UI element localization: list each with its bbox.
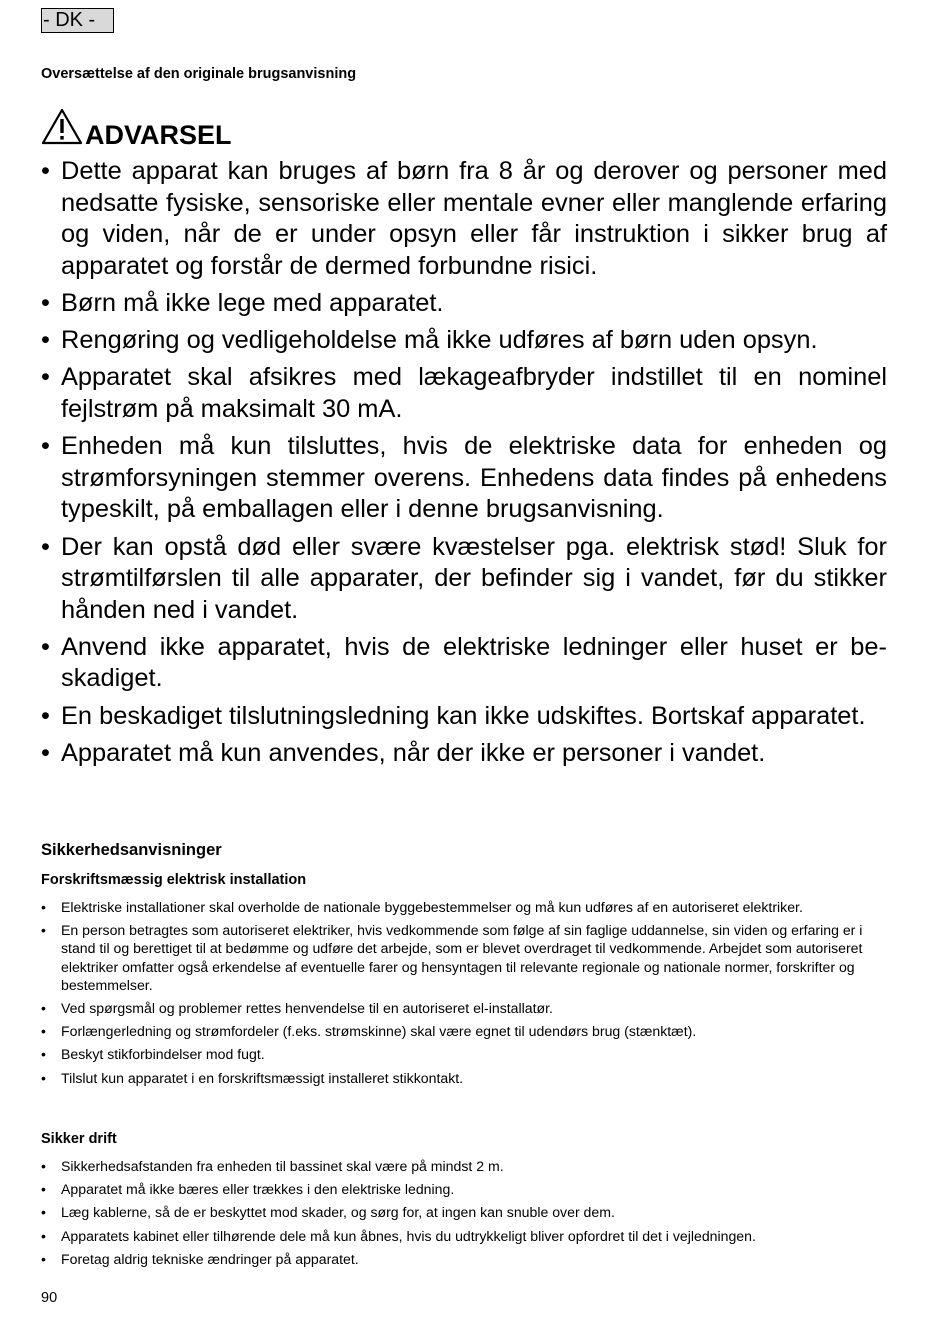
warning-item: • Apparatet skal afsikres med lækageafbryder indstillet til en nominel fejlstrøm på maksimalt 30 mA. bbox=[41, 362, 887, 425]
installation-item: • Ved spørgsmål og problemer rettes henvendelse til en autoriseret el-installatør. bbox=[41, 999, 886, 1017]
installation-item: • Forlængerledning og strømfordeler (f.eks. strømskinne) skal være egnet til udendørs brug (stænktæt). bbox=[41, 1022, 886, 1040]
document-subtitle: Oversættelse af den originale brugsanvisning bbox=[41, 66, 357, 82]
warning-item: • Rengøring og vedligeholdelse må ikke udføres af børn uden opsyn. bbox=[41, 325, 887, 357]
safety-section-title: Sikkerhedsanvisninger bbox=[41, 841, 222, 859]
warning-item: • Der kan opstå død eller svære kvæstelser pga. elektrisk stød! Sluk for strømtilførslen til alle apparater, der befinder sig i vandet, før du stikker hånden ned i vandet. bbox=[41, 532, 887, 627]
installation-item: • Beskyt stikforbindelser mod fugt. bbox=[41, 1045, 886, 1063]
language-tag: - DK - bbox=[41, 8, 114, 33]
installation-list bbox=[41, 898, 886, 1092]
operation-item: • Foretag aldrig tekniske ændringer på apparatet. bbox=[41, 1250, 886, 1268]
warning-list bbox=[41, 156, 887, 775]
warning-item: • Anvend ikke apparatet, hvis de elektriske ledninger eller huset er beskadiget. bbox=[41, 632, 887, 695]
installation-item: • Tilslut kun apparatet i en forskriftsmæssigt installeret stikkontakt. bbox=[41, 1069, 886, 1087]
installation-heading: Forskriftsmæssig elektrisk installation bbox=[41, 872, 307, 888]
operation-item: • Læg kablerne, så de er beskyttet mod skader, og sørg for, at ingen kan snuble over dem. bbox=[41, 1203, 886, 1221]
warning-title: ADVARSEL bbox=[85, 120, 232, 150]
operation-list bbox=[41, 1157, 886, 1273]
operation-item: • Apparatets kabinet eller tilhørende dele må kun åbnes, hvis du udtrykkeligt bliver opfordret til det i vejledningen. bbox=[41, 1227, 886, 1245]
installation-item: • Elektriske installationer skal overholde de nationale byggebestemmelser og må kun udføres af en autoriseret elektriker. bbox=[41, 898, 886, 916]
warning-item: • Apparatet må kun anvendes, når der ikke er personer i vandet. bbox=[41, 738, 887, 770]
page-number: 90 bbox=[41, 1290, 58, 1306]
warning-triangle-icon bbox=[41, 108, 83, 146]
warning-item: • Dette apparat kan bruges af børn fra 8 år og derover og personer med nedsatte fysiske, sensoriske eller mentale evner eller manglende erfaring og viden, når de er under opsyn eller får instruktion i sikker brug af apparatet og forstår de dermed forbundne risici. bbox=[41, 156, 887, 282]
warning-item: • En beskadiget tilslutningsledning kan ikke udskiftes. Bortskaf apparatet. bbox=[41, 701, 887, 733]
warning-item: • Enheden må kun tilsluttes, hvis de elektriske data for enheden og strømforsyningen stemmer overens. Enhedens data findes på enhedens typeskilt, på emballagen eller i denne brugsanvisning. bbox=[41, 431, 887, 526]
operation-item: • Sikkerhedsafstanden fra enheden til bassinet skal være på mindst 2 m. bbox=[41, 1157, 886, 1175]
operation-heading: Sikker drift bbox=[41, 1131, 117, 1147]
operation-item: • Apparatet må ikke bæres eller trækkes i den elektriske ledning. bbox=[41, 1180, 886, 1198]
warning-item: • Børn må ikke lege med apparatet. bbox=[41, 288, 887, 320]
installation-item: • En person betragtes som autoriseret elektriker, hvis vedkommende som følge af sin faglige uddannelse, sin viden og erfaring er i stand til og berettiget til at bedømme og udføre det arbejde, som er blevet overdraget til vedkommende. Arbejdet som autoriseret elektriker omfatter også erkendelse af eventuelle farer og hensyntagen til relevante regionale og nationale normer, forskrifter og bestemmelser. bbox=[41, 921, 886, 994]
